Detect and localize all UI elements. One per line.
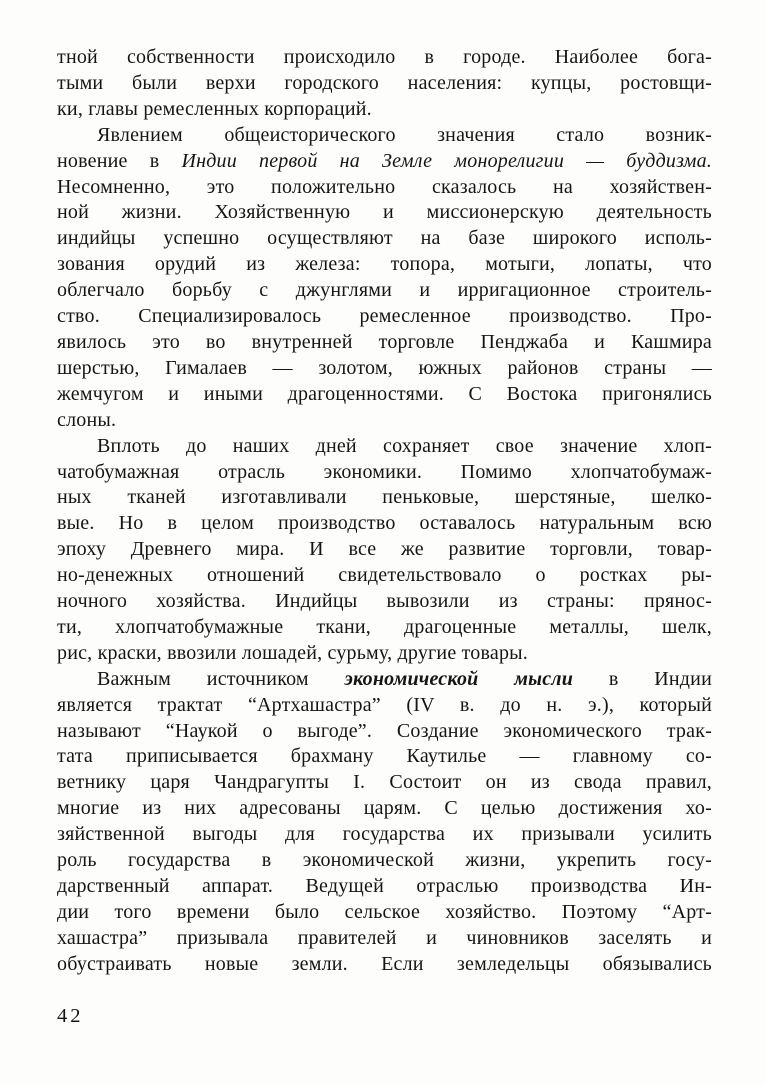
text-line	[57, 926, 712, 952]
text-line	[57, 874, 712, 900]
page-text	[57, 45, 712, 978]
bold-italic-text-run: экономической мысли	[344, 667, 574, 690]
text-line	[57, 226, 712, 252]
text-line	[57, 330, 712, 356]
text-run: дии того времени было сельское хозяйство. Поэтому “Арт-	[57, 900, 712, 923]
text-line	[57, 770, 712, 796]
text-run: эпоху Древнего мира. И все же развитие торговли, товар-	[57, 538, 712, 561]
text-run: ных тканей изготавливали пеньковые, шерстяные, шелко-	[57, 486, 712, 509]
text-run: роль государства в экономической жизни, укрепить госу-	[57, 849, 712, 872]
text-line	[57, 434, 712, 460]
text-line	[57, 537, 712, 563]
text-run: индийцы успешно осуществляют на базе широкого исполь-	[57, 227, 712, 250]
text-line	[57, 252, 712, 278]
text-line	[57, 848, 712, 874]
text-line	[57, 45, 712, 71]
text-line	[57, 149, 712, 175]
text-line	[57, 641, 712, 667]
text-line	[57, 615, 712, 641]
text-line	[57, 408, 712, 434]
text-run: Вплоть до наших дней сохраняет свое значение хлоп-	[97, 434, 712, 457]
text-line	[57, 175, 712, 201]
text-line	[57, 382, 712, 408]
text-run: чатобумажная отрасль экономики. Помимо хлопчатобумаж-	[57, 460, 712, 483]
text-run: ной жизни. Хозяйственную и миссионерскую деятельность	[57, 201, 712, 224]
text-run: тной собственности происходило в городе. Наиболее бога-	[57, 46, 712, 68]
text-line	[57, 97, 712, 123]
text-run: шерстью, Гималаев — золотом, южных районов страны —	[57, 356, 712, 379]
text-run: рис, краски, ввозили лошадей, сурьму, другие товары.	[57, 641, 528, 664]
text-run: многие из них адресованы царям. С целью достижения хо-	[57, 797, 712, 820]
text-run: слоны.	[57, 408, 117, 431]
text-line	[57, 563, 712, 589]
text-line	[57, 511, 712, 537]
text-line	[57, 71, 712, 97]
text-run: тата приписывается брахману Каутилье — главному со-	[57, 745, 712, 768]
page-number: 42	[57, 1004, 84, 1027]
text-run: но-денежных отношений свидетельствовало о ростках ры-	[57, 564, 712, 587]
text-line	[57, 460, 712, 486]
text-run: в Индии	[573, 667, 712, 690]
text-line	[57, 356, 712, 382]
text-line	[57, 952, 712, 978]
text-line	[57, 796, 712, 822]
text-run: ти, хлопчатобумажные ткани, драгоценные металлы, шелк,	[57, 615, 712, 638]
text-line	[57, 667, 712, 693]
text-line	[57, 822, 712, 848]
text-line	[57, 589, 712, 615]
text-run: Явлением общеисторического значения стало возник-	[97, 123, 712, 146]
text-line	[57, 304, 712, 330]
text-run: Несомненно, это положительно сказалось на хозяйствен-	[57, 175, 712, 198]
text-run: новение в	[57, 149, 182, 172]
text-run: называют “Наукой о выгоде”. Создание экономического трак-	[57, 719, 712, 742]
text-run: зяйственной выгоды для государства их призывали усилить	[57, 823, 712, 846]
text-line	[57, 200, 712, 226]
italic-text-run: Индии первой на Земле монорелигии — буддизма.	[181, 149, 712, 172]
text-run: дарственный аппарат. Ведущей отраслью производства Ин-	[57, 875, 712, 897]
text-run: явилось это во внутренней торговле Пенджаба и Кашмира	[57, 330, 712, 353]
text-run: ночного хозяйства. Индийцы вывозили из страны: прянос-	[57, 590, 712, 613]
text-line	[57, 719, 712, 745]
text-run: тыми были верхи городского населения: купцы, ростовщи-	[57, 71, 712, 94]
text-run: хашастра” призывала правителей и чиновников заселять и	[57, 926, 712, 949]
text-run: жемчугом и иными драгоценностями. С Востока пригонялись	[57, 382, 712, 405]
text-run: вые. Но в целом производство оставалось натуральным всю	[57, 512, 712, 535]
text-run: ки, главы ремесленных корпораций.	[57, 97, 372, 120]
text-run: ветнику царя Чандрагупты I. Состоит он из свода правил,	[57, 771, 712, 794]
text-run: облегчало борьбу с джунглями и ирригационное строитель-	[57, 279, 712, 302]
text-run: является трактат “Артхашастра” (IV в. до н. э.), который	[57, 693, 712, 716]
text-line	[57, 693, 712, 719]
text-line	[57, 900, 712, 926]
text-line	[57, 123, 712, 149]
text-line	[57, 278, 712, 304]
text-run: зования орудий из железа: топора, мотыги, лопаты, что	[57, 253, 712, 276]
text-run: ство. Специализировалось ремесленное производство. Про-	[57, 305, 712, 328]
text-run: Важным источником	[97, 667, 345, 690]
text-line	[57, 744, 712, 770]
text-line	[57, 485, 712, 511]
text-run: обустраивать новые земли. Если земледельцы обязывались	[57, 952, 712, 975]
